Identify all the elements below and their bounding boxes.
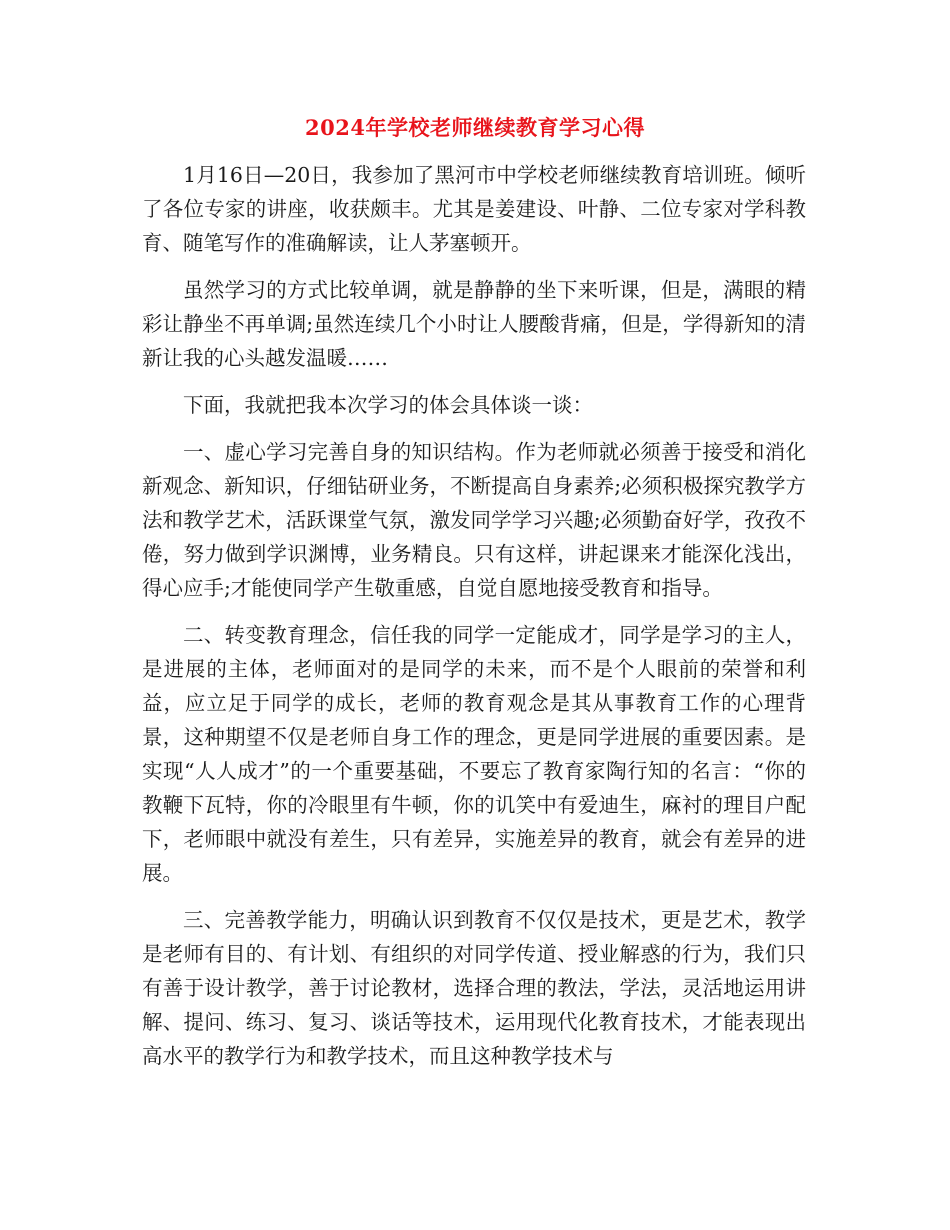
document-title: 2024年学校老师继续教育学习心得 (305, 115, 645, 140)
paragraph-transition: 下面，我就把我本次学习的体会具体谈一谈： (183, 393, 593, 417)
paragraph-learning-method: 虽然学习的方式比较单调，就是静静的坐下来听课，但是，满眼的精彩让静坐不再单调;虽然连续几个小时让人腰酸背痛，但是，学得新知的清新让我的心头越发温暖…… (142, 278, 806, 370)
paragraph-point-three: 三、完善教学能力，明确认识到教育不仅仅是技术，更是艺术，教学是老师有目的、有计划、有组织的对同学传道、授业解惑的行为，我们只有善于设计教学，善于讨论教材，选择合理的教法，学法，灵活地运用讲解、提问、练习、复习、谈话等技术，运用现代化教育技术，才能表现出高水平的教学行为和教学技术，而且这种教学技术与 (142, 908, 806, 1068)
paragraph-point-one: 一、虚心学习完善自身的知识结构。作为老师就必须善于接受和消化新观念、新知识，仔细钻研业务，不断提高自身素养;必须积极探究教学方法和教学艺术，活跃课堂气氛，激发同学学习兴趣;必须勤奋好学，孜孜不倦，努力做到学识渊博，业务精良。只有这样，讲起课来才能深化浅出，得心应手;才能使同学产生敬重感，自觉自愿地接受教育和指导。 (142, 440, 806, 600)
document-body (142, 158, 806, 1086)
paragraph-point-two: 二、转变教育理念，信任我的同学一定能成才，同学是学习的主人，是进展的主体，老师面对的是同学的未来，而不是个人眼前的荣誉和利益，应立足于同学的成长，老师的教育观念是其从事教育工作的心理背景，这种期望不仅是老师自身工作的理念，更是同学进展的重要因素。是实现“人人成才”的一个重要基础，不要忘了教育家陶行知的名言：“你的教鞭下瓦特，你的冷眼里有牛顿，你的讥笑中有爱迪生，麻衬的理目户配下，老师眼中就没有差生，只有差异，实施差异的教育，就会有差异的进展。 (142, 623, 806, 885)
paragraph-intro: 1月16日—20日，我参加了黑河市中学校老师继续教育培训班。倾听了各位专家的讲座，收获颇丰。尤其是姜建设、叶静、二位专家对学科教育、随笔写作的准确解读，让人茅塞顿开。 (142, 163, 806, 255)
